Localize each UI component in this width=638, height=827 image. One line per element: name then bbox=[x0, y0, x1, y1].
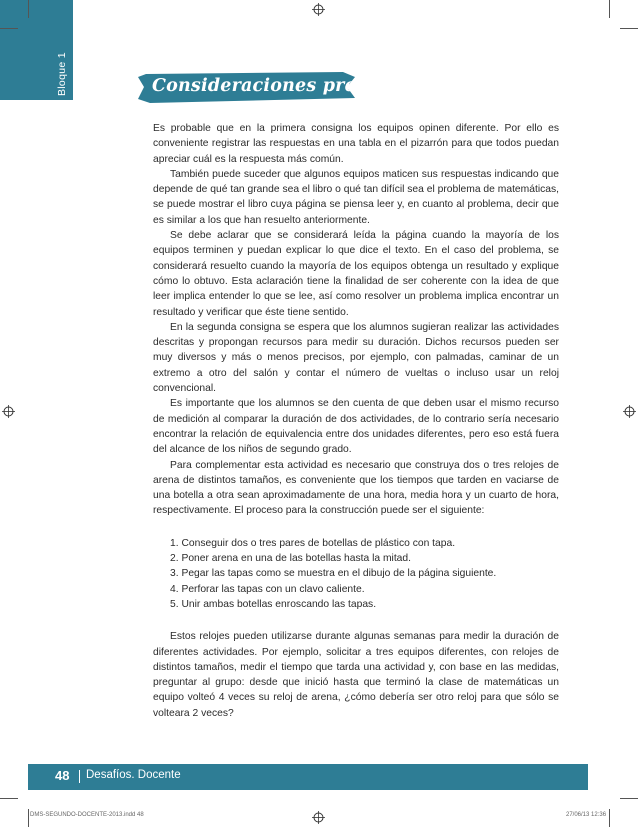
list-item: 3. Pegar las tapas como se muestra en el dibujo de la página siguiente. bbox=[170, 568, 497, 580]
paragraph: En la segunda consigna se espera que los alumnos sugieran realizar las actividades descritas y propongan recursos para medir su duración. Dichos recursos pueden ser muy diversos y más o menos precisos, por ejemplo, con palmadas, caminar de un extremo a otro del salón y contar el número de vueltas o incluso usar un reloj convencional. bbox=[153, 321, 559, 395]
footer-section-title: Desafíos. Docente bbox=[86, 769, 181, 781]
construction-steps-list bbox=[153, 536, 559, 612]
page-number: 48 bbox=[55, 768, 70, 783]
paragraph: Se debe aclarar que se considerará leída la página cuando la mayoría de los equipos terminen y puedan explicar lo que dice el texto. En el caso del problema, se considerará resuelto cuando la mayoría de los equipos obtenga un resultado y explique cómo lo obtuvo. Esta aclaración tiene la finalidad de ser coherente con la idea de que leer implica entender lo que se lee, así como resolver un problema implica encontrar un resultado y verificar que éste tiene sentido. bbox=[153, 230, 559, 318]
crop-mark bbox=[28, 0, 29, 18]
footer-divider bbox=[79, 770, 80, 783]
registration-mark-icon bbox=[2, 405, 15, 418]
list-item: 2. Poner arena en una de las botellas hasta la mitad. bbox=[170, 553, 411, 565]
list-item: 5. Unir ambas botellas enroscando las tapas. bbox=[170, 598, 377, 610]
paragraph: Es probable que en la primera consigna los equipos opinen diferente. Por ello es conveniente registrar las respuestas en una tabla en el pizarrón para que todos puedan apreciar cuál es la respuesta más común. bbox=[153, 123, 559, 165]
crop-mark bbox=[620, 798, 638, 799]
section-banner bbox=[138, 72, 395, 103]
crop-mark bbox=[0, 798, 18, 799]
crop-mark bbox=[0, 28, 18, 29]
print-slug-date: 27/06/13 12:36 bbox=[566, 812, 607, 818]
paragraph: Para complementar esta actividad es necesario que construya dos o tres relojes de arena de distintos tamaños, es conveniente que los tiempos que tarden en vaciarse de una botella a otra sean aproximadamente de una hora, media hora y un cuarto de hora, respectivamente. El proceso para la construcción puede ser el siguiente: bbox=[153, 459, 559, 517]
crop-mark bbox=[28, 809, 29, 827]
paragraph: Estos relojes pueden utilizarse durante algunas semanas para medir la duración de diferentes actividades. Por ejemplo, solicitar a tres equipos diferentes, con relojes de distintos tamaños, medir el tiempo que tarda una actividad y, con base en las medidas, preguntar al grupo: desde que inició hasta que terminó la clase de matemáticas un equipo volteó 4 veces su reloj de arena, ¿cómo debería ser otro reloj para que sólo se volteara 2 veces? bbox=[153, 631, 559, 719]
registration-mark-icon bbox=[312, 3, 325, 16]
bloque-label: Bloque 1 bbox=[56, 52, 68, 96]
registration-mark-icon bbox=[312, 811, 325, 824]
body-text bbox=[153, 121, 559, 721]
paragraph: Es importante que los alumnos se den cuenta de que deben usar el mismo recurso de medición al comparar la duración de dos actividades, de lo contrario sería necesario encontrar la relación de equivalencia entre dos unidades diferentes, pero eso está fuera del alcance de los niños de segundo grado. bbox=[153, 398, 559, 456]
crop-mark bbox=[620, 28, 638, 29]
section-title: Consideraciones previas bbox=[152, 76, 395, 96]
list-item: 4. Perforar las tapas con un clavo caliente. bbox=[170, 583, 365, 595]
print-slug-file: DMS-SEGUNDO-DOCENTE-2013.indd 48 bbox=[30, 812, 144, 818]
paragraph: También puede suceder que algunos equipos maticen sus respuestas indicando que depende de qué tan grande sea el libro o qué tan difícil sea el problema de matemáticas, se puede mostrar el libro cuya página se piensa leer y, en cuanto al problema, decir que es similar a los que han resuelto anteriormente. bbox=[153, 168, 559, 226]
registration-mark-icon bbox=[623, 405, 636, 418]
list-item: 1. Conseguir dos o tres pares de botellas de plástico con tapa. bbox=[170, 537, 456, 549]
crop-mark bbox=[609, 809, 610, 827]
crop-mark bbox=[609, 0, 610, 18]
